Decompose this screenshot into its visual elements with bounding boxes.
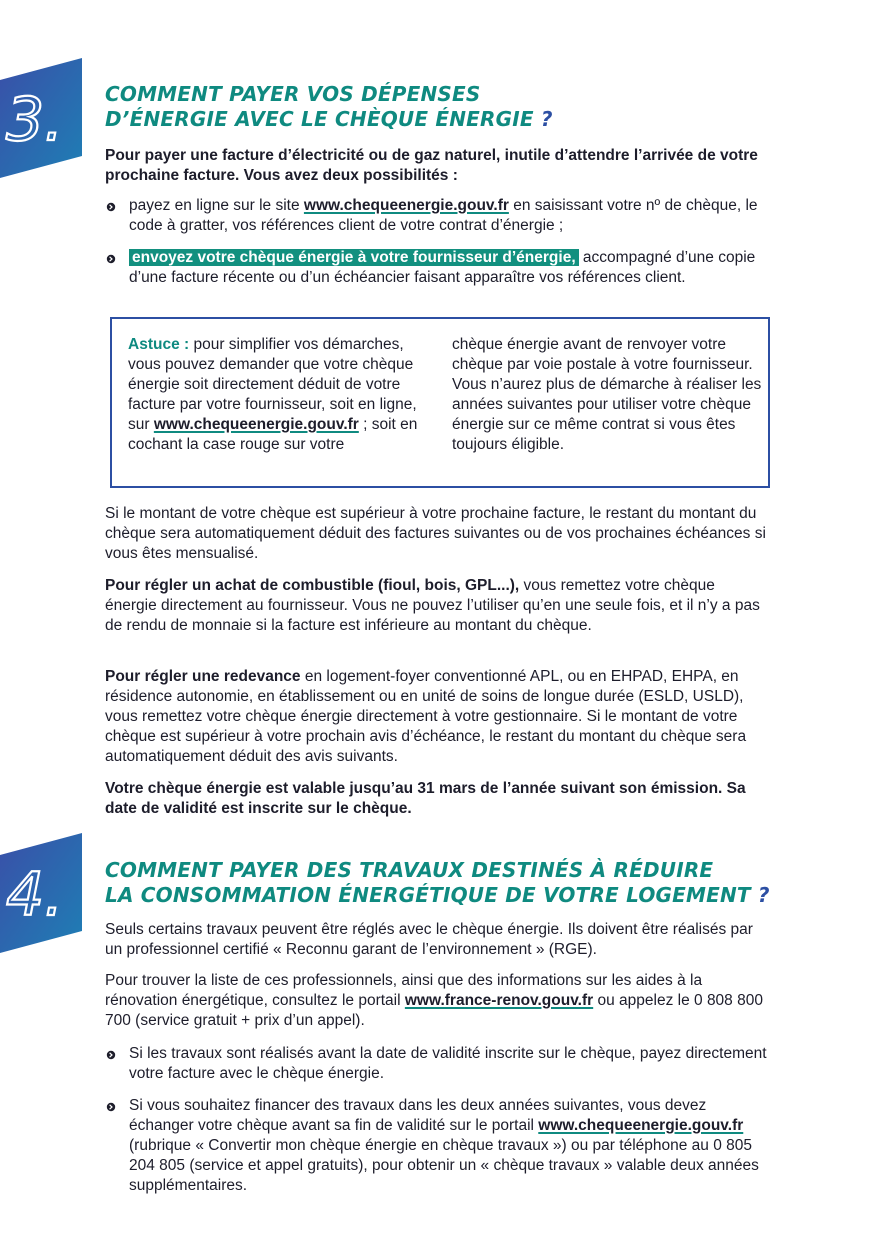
astuce-box — [110, 317, 770, 488]
chequeenergie-link[interactable]: www.chequeenergie.gouv.fr — [303, 197, 509, 214]
payment-option-online: payez en ligne sur le site www.chequeenergie.gouv.fr en saisissant votre nº de chèque, le code à gratter, vos références client de votre contrat d’énergie ; — [105, 196, 767, 236]
section-3-intro: Pour payer une facture d’électricité ou de gaz naturel, inutile d’attendre l’arrivée de votre prochaine facture. Vous avez deux possibilités : — [105, 147, 758, 184]
section-4-number: 4. — [6, 860, 64, 930]
bullet-icon — [106, 254, 116, 264]
section-3-number-badge — [0, 58, 84, 178]
paragraph-fuel-purchase: Pour régler un achat de combustible (fioul, bois, GPL...), vous remettez votre chèque énergie directement au fournisseur. Vous ne pouvez l’utiliser qu’en une seule fois, et il n’y a pas de rendu de monnaie si la facture est inférieure au montant du chèque. — [105, 577, 760, 634]
france-renov-link[interactable]: www.france-renov.gouv.fr — [404, 992, 594, 1009]
astuce-right-column: chèque énergie avant de renvoyer votre chèque par voie postale à votre fournisseur. Vous n’aurez plus de démarche à réaliser les années suivantes pour utiliser votre chèque énergie sur ce même contrat si vous êtes toujours éligible. — [452, 336, 762, 453]
chequeenergie-link[interactable]: www.chequeenergie.gouv.fr — [153, 416, 359, 433]
section-4-number-badge — [0, 833, 84, 953]
astuce-label: Astuce : — [128, 336, 190, 353]
payment-option-mail: envoyez votre chèque énergie à votre fournisseur d’énergie, accompagné d’une copie d’une facture récente ou d’un échéancier faisant apparaître vos références client. — [105, 248, 767, 288]
section-3-title: COMMENT PAYER VOS DÉPENSES D’ÉNERGIE AVEC LE CHÈQUE ÉNERGIE ? — [105, 82, 553, 131]
paragraph-remaining-amount: Si le montant de votre chèque est supérieur à votre prochaine facture, le restant du montant du chèque sera automatiquement déduit des factures suivantes ou de vos prochaines échéances si vous êtes mensualisé. — [105, 505, 766, 562]
astuce-left-column: Astuce : pour simplifier vos démarches, vous pouvez demander que votre chèque énergie soit directement déduit de votre facture par votre fournisseur, soit en ligne, sur www.chequeenergie.gouv.fr ; soit en cochant la case rouge sur votre — [128, 336, 418, 453]
paragraph-rge: Seuls certains travaux peuvent être réglés avec le chèque énergie. Ils doivent être réalisés par un professionnel certifié « Reconnu garant de l’environnement » (RGE). — [105, 921, 753, 958]
works-option-direct: Si les travaux sont réalisés avant la date de validité inscrite sur le chèque, payez directement votre facture avec le chèque énergie. — [105, 1044, 767, 1084]
paragraph-france-renov: Pour trouver la liste de ces professionnels, ainsi que des informations sur les aides à la rénovation énergétique, consultez le portail www.france-renov.gouv.fr ou appelez le 0 808 800 700 (service gratuit + prix d’un appel). — [105, 972, 763, 1029]
works-option-exchange: Si vous souhaitez financer des travaux dans les deux années suivantes, vous devez échanger votre chèque avant sa fin de validité sur le portail www.chequeenergie.gouv.fr (rubrique « Convertir mon chèque énergie en chèque travaux ») ou par téléphone au 0 805 204 805 (service et appel gratuits), pour obtenir un « chèque travaux » valable deux années supplémentaires. — [105, 1096, 767, 1196]
highlight-send-cheque: envoyez votre chèque énergie à votre fournisseur d’énergie, — [129, 249, 579, 266]
bullet-icon — [106, 1102, 116, 1112]
section-4-title: COMMENT PAYER DES TRAVAUX DESTINÉS À RÉDUIRE LA CONSOMMATION ÉNERGÉTIQUE DE VOTRE LOGEMENT ? — [105, 858, 770, 907]
paragraph-validity: Votre chèque énergie est valable jusqu’au 31 mars de l’année suivant son émission. Sa date de validité est inscrite sur le chèque. — [105, 780, 746, 817]
bullet-icon — [106, 202, 116, 212]
bullet-icon — [106, 1050, 116, 1060]
chequeenergie-link[interactable]: www.chequeenergie.gouv.fr — [538, 1117, 744, 1134]
paragraph-fee: Pour régler une redevance en logement-foyer conventionné APL, ou en EHPAD, EHPA, en résidence autonomie, en établissement ou en unité de soins de longue durée (ESLD, USLD), vous remettez votre chèque énergie directement à votre gestionnaire. Si le montant de votre chèque est supérieur à votre prochain avis d’échéance, le restant du montant du chèque sera automatiquement déduit des avis suivants. — [105, 668, 747, 765]
section-3-number: 3. — [6, 85, 64, 155]
